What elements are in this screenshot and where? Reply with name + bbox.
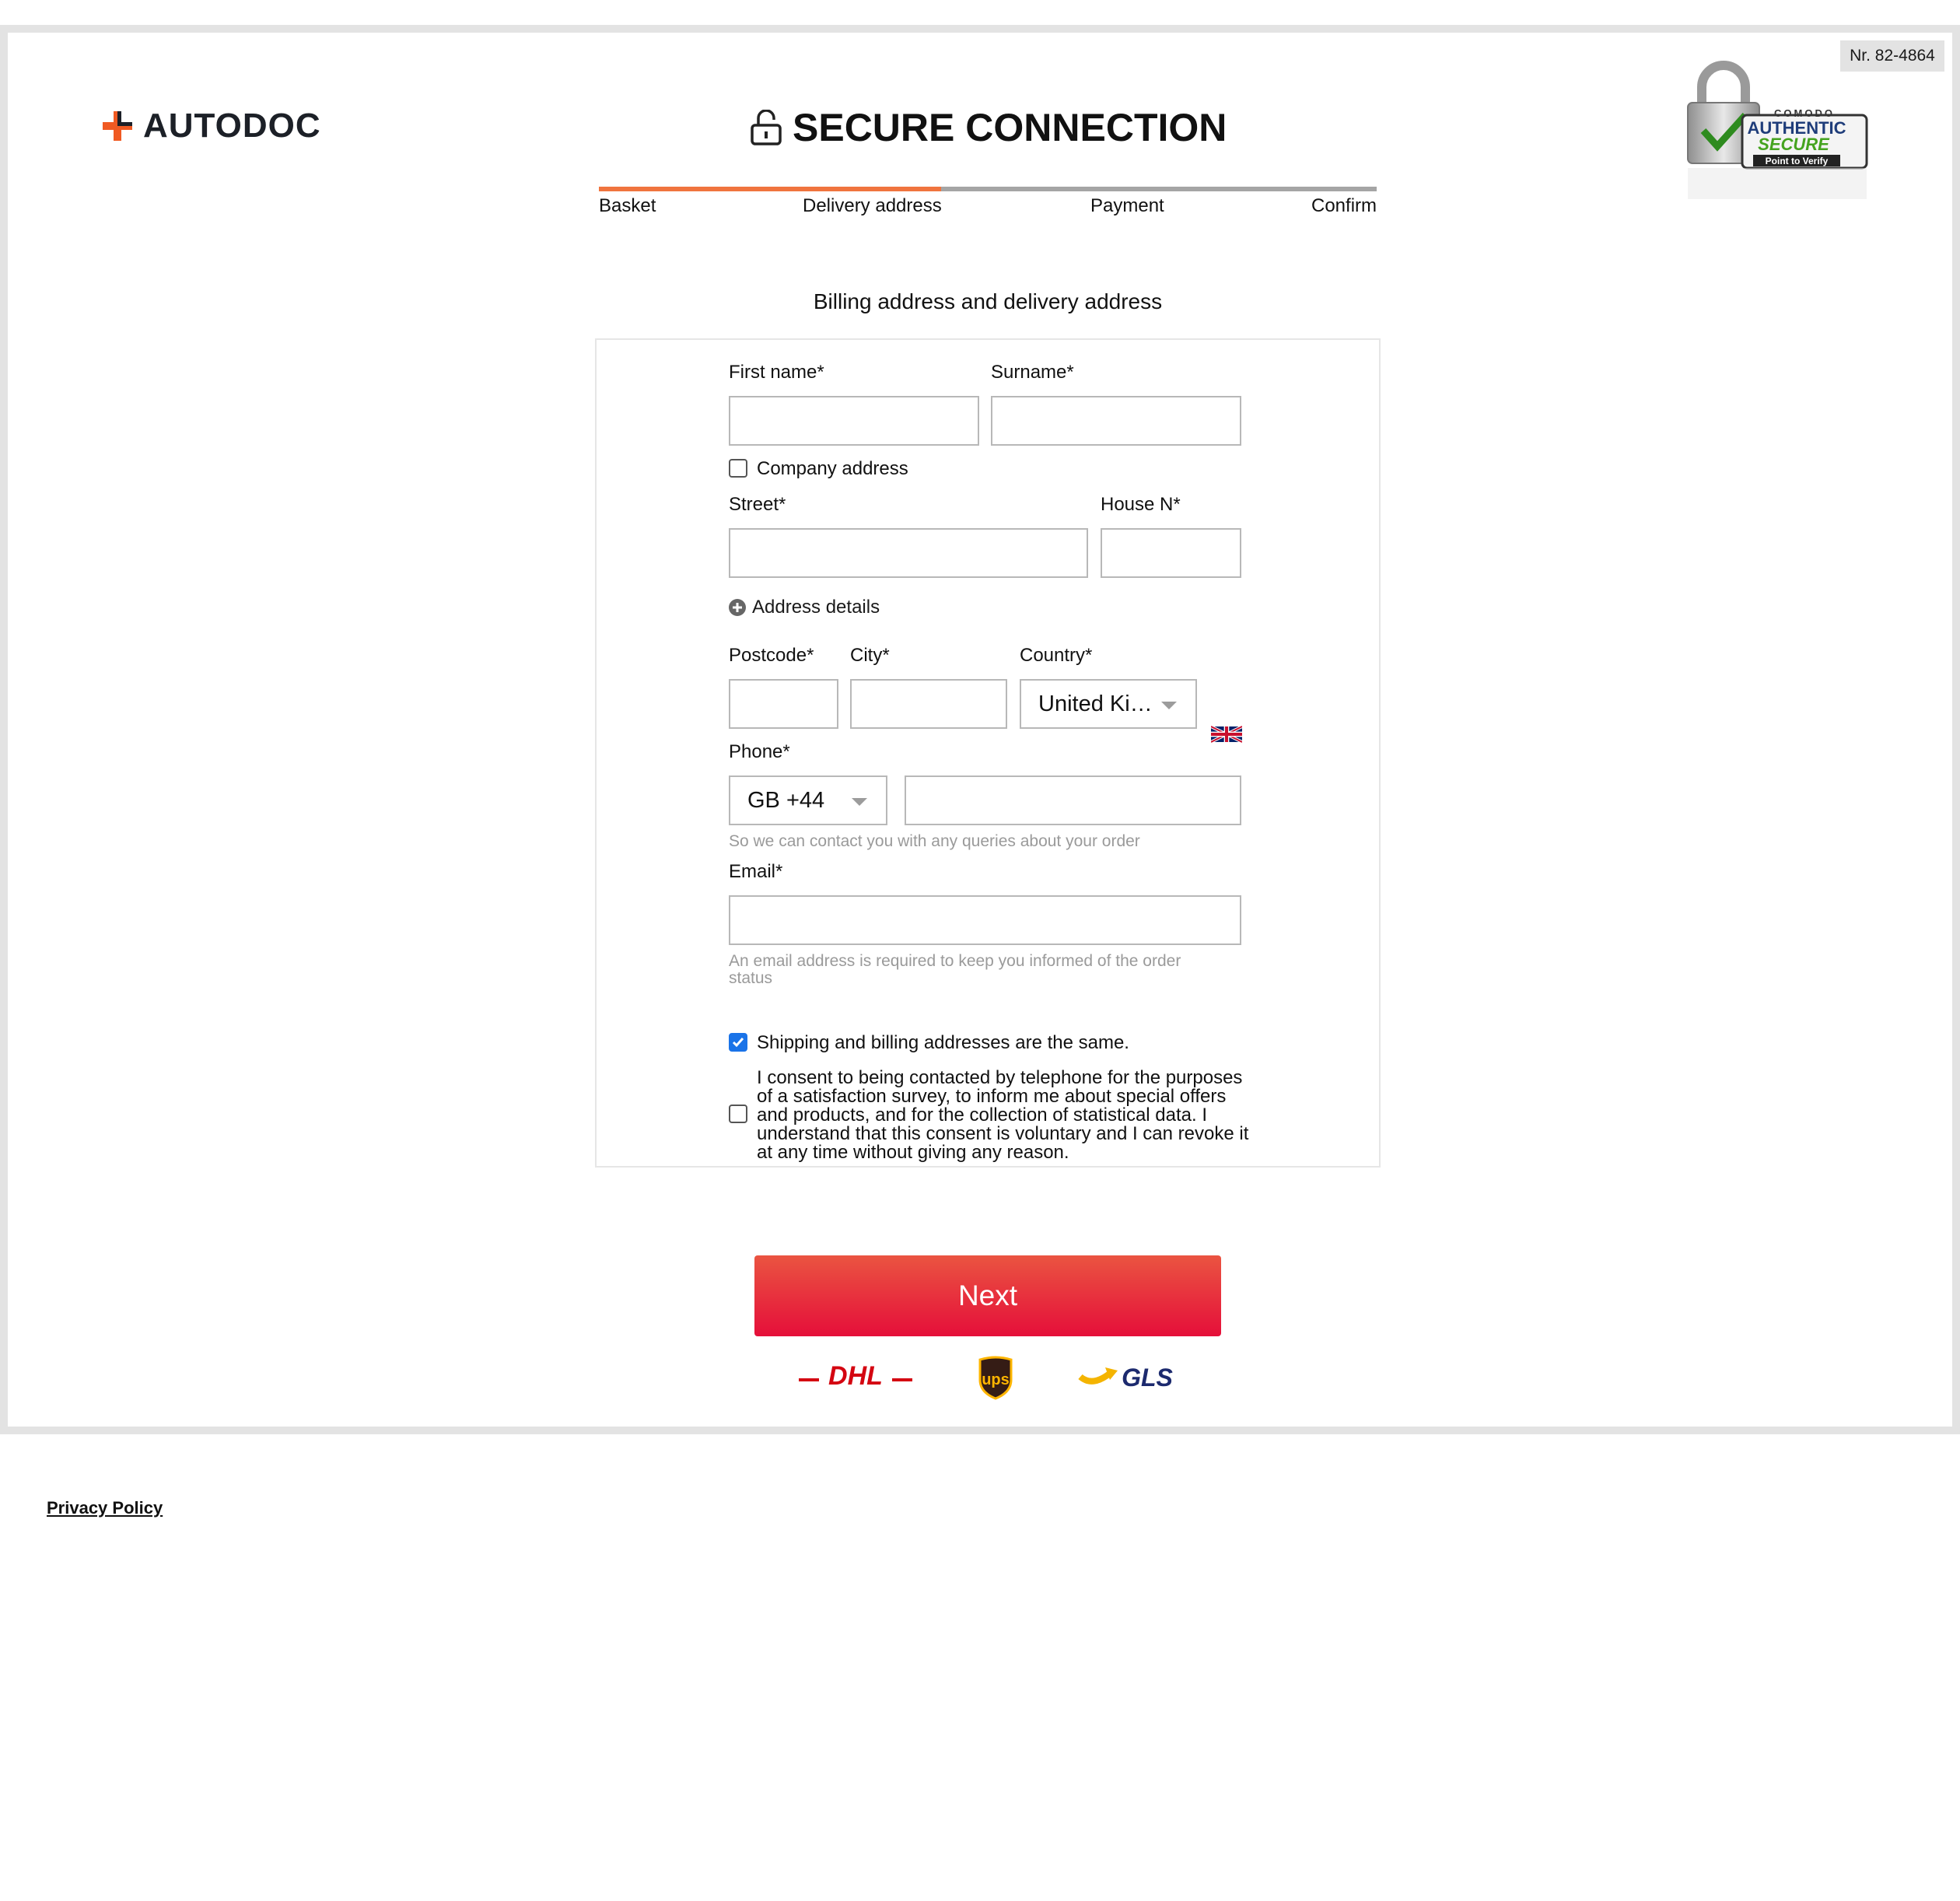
brand-name: AUTODOC <box>143 107 321 145</box>
gls-logo <box>1077 1361 1178 1392</box>
consent-text: I consent to being contacted by telephone for the purposes of a satisfaction survey, to inform me about special offers and products, and for the collection of statistical data. I understand that this consent is voluntary and I can revoke it at any time without giving any reason. <box>757 1067 1249 1163</box>
address-details-toggle[interactable] <box>729 597 880 618</box>
secure-connection-header <box>751 100 1227 156</box>
badge-line-2: AUTHENTIC <box>1747 118 1846 138</box>
house-number-input[interactable] <box>1101 528 1241 578</box>
street-input[interactable] <box>729 528 1088 578</box>
checkout-progress-bar <box>599 187 1377 191</box>
street-label: Street* <box>729 494 786 515</box>
first-name-input[interactable] <box>729 396 979 446</box>
order-number: Nr. 82-4864 <box>1840 40 1944 72</box>
phone-label: Phone* <box>729 741 790 762</box>
email-input[interactable] <box>729 895 1241 945</box>
badge-line-3: SECURE <box>1758 135 1829 154</box>
company-address-checkbox[interactable] <box>729 459 747 478</box>
same-address-checkbox[interactable] <box>729 1033 747 1052</box>
comodo-secure-badge[interactable] <box>1680 56 1874 204</box>
plus-logo-icon <box>103 111 132 141</box>
address-form <box>595 338 1381 1168</box>
email-label: Email* <box>729 861 783 882</box>
badge-line-4: Point to Verify <box>1765 156 1829 166</box>
city-input[interactable] <box>850 679 1007 729</box>
section-title: Billing address and delivery address <box>813 289 1163 313</box>
house-number-label: House N* <box>1101 494 1181 515</box>
gls-text: GLS <box>1122 1364 1173 1392</box>
postcode-input[interactable] <box>729 679 838 729</box>
first-name-label: First name* <box>729 362 824 383</box>
step-confirm: Confirm <box>1311 195 1377 216</box>
checkout-progress-fill <box>599 187 941 191</box>
country-select[interactable] <box>1020 679 1197 729</box>
address-details-label: Address details <box>752 597 880 618</box>
checkmark-icon <box>730 1035 746 1050</box>
privacy-policy-link[interactable]: Privacy Policy <box>47 1498 163 1518</box>
phone-input[interactable] <box>905 775 1241 825</box>
phone-code-value: GB +44 <box>747 787 825 813</box>
step-payment: Payment <box>1090 195 1164 216</box>
uk-flag-icon <box>1211 723 1242 746</box>
phone-code-select[interactable] <box>729 775 887 825</box>
postcode-label: Postcode* <box>729 645 814 666</box>
plus-circle-icon <box>729 599 746 616</box>
consent-checkbox[interactable] <box>729 1105 747 1123</box>
autodoc-logo[interactable] <box>103 103 321 149</box>
same-address-label: Shipping and billing addresses are the same. <box>757 1032 1129 1053</box>
phone-hint: So we can contact you with any queries about your order <box>729 832 1140 850</box>
company-address-label: Company address <box>757 458 908 479</box>
email-hint: An email address is required to keep you informed of the order status <box>729 952 1181 987</box>
dhl-text: DHL <box>828 1361 883 1391</box>
dhl-logo <box>797 1361 914 1392</box>
page-title: SECURE CONNECTION <box>793 106 1227 149</box>
ups-text: ups <box>982 1371 1010 1388</box>
surname-label: Surname* <box>991 362 1074 383</box>
surname-input[interactable] <box>991 396 1241 446</box>
lock-icon <box>751 110 782 145</box>
checkout-frame <box>0 25 1960 1434</box>
next-button[interactable]: Next <box>754 1255 1221 1336</box>
city-label: City* <box>850 645 890 666</box>
country-label: Country* <box>1020 645 1093 666</box>
ups-logo <box>977 1355 1014 1400</box>
step-delivery-address[interactable]: Delivery address <box>803 195 942 216</box>
step-basket[interactable]: Basket <box>599 195 656 216</box>
country-select-value: United Ki… <box>1038 691 1153 716</box>
badge-line-1: COMODO <box>1774 107 1835 119</box>
chevron-down-icon <box>852 798 867 806</box>
chevron-down-icon <box>1161 702 1177 709</box>
